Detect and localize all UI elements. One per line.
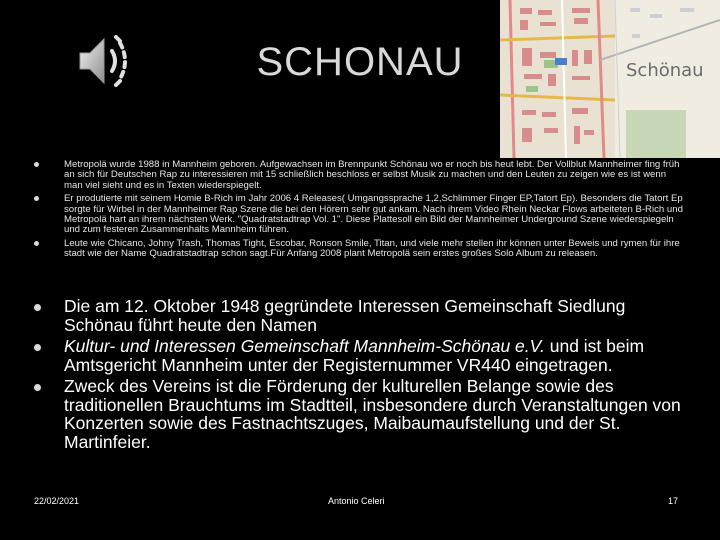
bullet-text: und ist beim Amtsgericht Mannheim unter der Registernummer VR440 eingetragen. [64,336,645,375]
schonau-map-image [500,0,720,158]
list-item [34,337,684,374]
list-item [34,194,684,236]
footer-date: 22/02/2021 [34,496,80,506]
bullet-dot-icon [34,241,39,246]
bullet-dot-icon [34,344,41,351]
bullet-dot-icon [34,196,39,201]
bullet-text: Er produtierte mit seinem Homie B-Rich im Jahr 2006 4 Releases( Umgangssprache 1,2,Schlimmer Finger EP,Tatort Ep). Besonders die Tatort Ep sorgte für Wirbel in der Mannheimer Rap Szene die bei den Hörern sehr gut ankam. Nach ihrem Video Rhein Neckar Flows arbeiteten B-Rich und Metropolä hart an ihrem nächsten Werk. "Quadratstadtrap Vol. 1". Diese Plattesoll ein Bild der Mannheimer Underground Szene wiederspiegeln und zum festeren Zusammenhalts Mannheim führen. [64,193,683,236]
bullet-text: Metropolä wurde 1988 in Mannheim geboren. Aufgewachsen im Brennpunkt Schönau wo er noch bis heut lebt. Der Vollblut Mannheimer fing früh an sich für Deutschen Rap zu interessieren mit 15 schließlich beschloss er selbst Musik zu machen und den Leuten zu zeigen wie es ist wenn man viel sieht und es in Texten wiederspiegelt. [64,159,680,191]
bullet-text: Zweck des Vereins ist die Förderung der kulturellen Belange sowie des traditionellen Brauchtums im Stadtteil, insbesondere durch Veranstaltungen von Konzerten sowie des Fastnachtszuges, Maibaumaufstellung und der St. Martinfeier. [64,376,681,452]
list-item [34,377,684,451]
bullet-dot-icon [34,304,41,311]
bullet-dot-icon [34,384,41,391]
list-item [34,239,684,260]
map-label: Schönau [626,60,704,81]
list-item [34,297,684,334]
small-bullet-list [34,160,684,260]
bullet-text: Die am 12. Oktober 1948 gegründete Interessen Gemeinschaft Siedlung Schönau führt heute den Namen [64,296,626,335]
list-item [34,160,684,191]
slide-title: SCHONAU [256,40,464,84]
bullet-text: Leute wie Chicano, Johny Trash, Thomas Tight, Escobar, Ronson Smile, Titan, und viele mehr stellen ihr können unter Beweis und rymen für ihre stadt wie der Name Quadratstadtrap schon sagt.Für Anfang 2008 plant Metropolä sein erstes großes Solo Album zu releasen. [64,237,680,260]
footer-author: Antonio Celeri [328,496,385,506]
association-name: Kultur- und Interessen Gemeinschaft Mannheim-Schönau e.V. [64,336,545,356]
footer-page-number: 17 [668,496,679,506]
bullet-dot-icon [34,162,39,167]
large-bullet-list [34,297,684,451]
speaker-sound-icon[interactable] [76,33,138,89]
